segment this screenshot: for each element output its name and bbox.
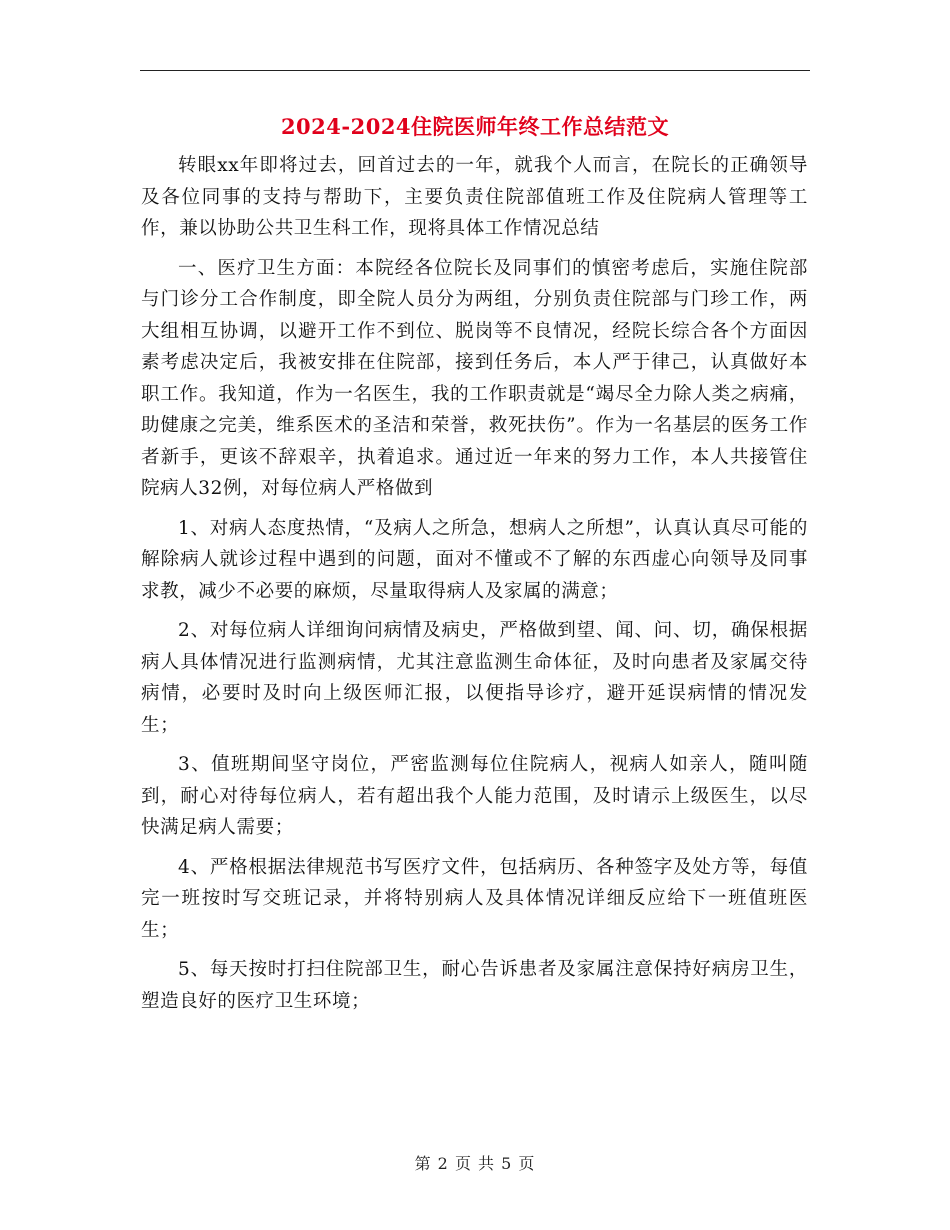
header-rule xyxy=(140,70,810,71)
paragraph-item-1: 1、对病人态度热情，“及病人之所急，想病人之所想”，认真认真尽可能的解除病人就诊过程中遇到的问题，面对不懂或不了解的东西虚心向领导及同事求教，减少不必要的麻烦，尽量取得病人及家属的满意； xyxy=(141,517,808,602)
document-title: 2024-2024住院医师年终工作总结范文 xyxy=(280,114,670,139)
paragraph-item-4: 4、严格根据法律规范书写医疗文件，包括病历、各种签字及处方等，每值完一班按时写交班记录，并将特别病人及具体情况详细反应给下一班值班医生； xyxy=(141,856,808,941)
page-number: 第 2 页 共 5 页 xyxy=(414,1154,536,1173)
paragraph-medical-section: 一、医疗卫生方面：本院经各位院长及同事们的慎密考虑后，实施住院部与门诊分工合作制度，即全院人员分为两组，分别负责住院部与门珍工作，两大组相互协调，以避开工作不到位、脱岗等不良情况，经院长综合各个方面因素考虑决定后，我被安排在住院部，接到任务后，本人严于律己，认真做好本职工作。我知道，作为一名医生，我的工作职责就是“竭尽全力除人类之病痛，助健康之完美，维系医术的圣洁和荣誉，救死扶伤”。作为一名基层的医务工作者新手，更该不辞艰辛，执着追求。通过近一年来的努力工作，本人共接管住院病人32例，对每位病人严格做到 xyxy=(141,257,808,499)
paragraph-item-3: 3、值班期间坚守岗位，严密监测每位住院病人，视病人如亲人，随叫随到，耐心对待每位病人，若有超出我个人能力范围，及时请示上级医生，以尽快满足病人需要； xyxy=(141,754,808,838)
paragraph-item-2: 2、对每位病人详细询问病情及病史，严格做到望、闻、问、切，确保根据病人具体情况进行监测病情，尤其注意监测生命体征，及时向患者及家属交待病情，必要时及时向上级医师汇报，以便指导诊疗，避开延误病情的情况发生； xyxy=(141,620,808,736)
paragraph-item-5: 5、每天按时打扫住院部卫生，耐心告诉患者及家属注意保持好病房卫生，塑造良好的医疗卫生环境； xyxy=(141,959,808,1012)
paragraph-intro: 转眼xx年即将过去，回首过去的一年，就我个人而言，在院长的正确领导及各位同事的支持与帮助下，主要负责住院部值班工作及住院病人管理等工作，兼以协助公共卫生科工作，现将具体工作情况总结 xyxy=(141,155,808,239)
document-body xyxy=(141,150,808,1025)
